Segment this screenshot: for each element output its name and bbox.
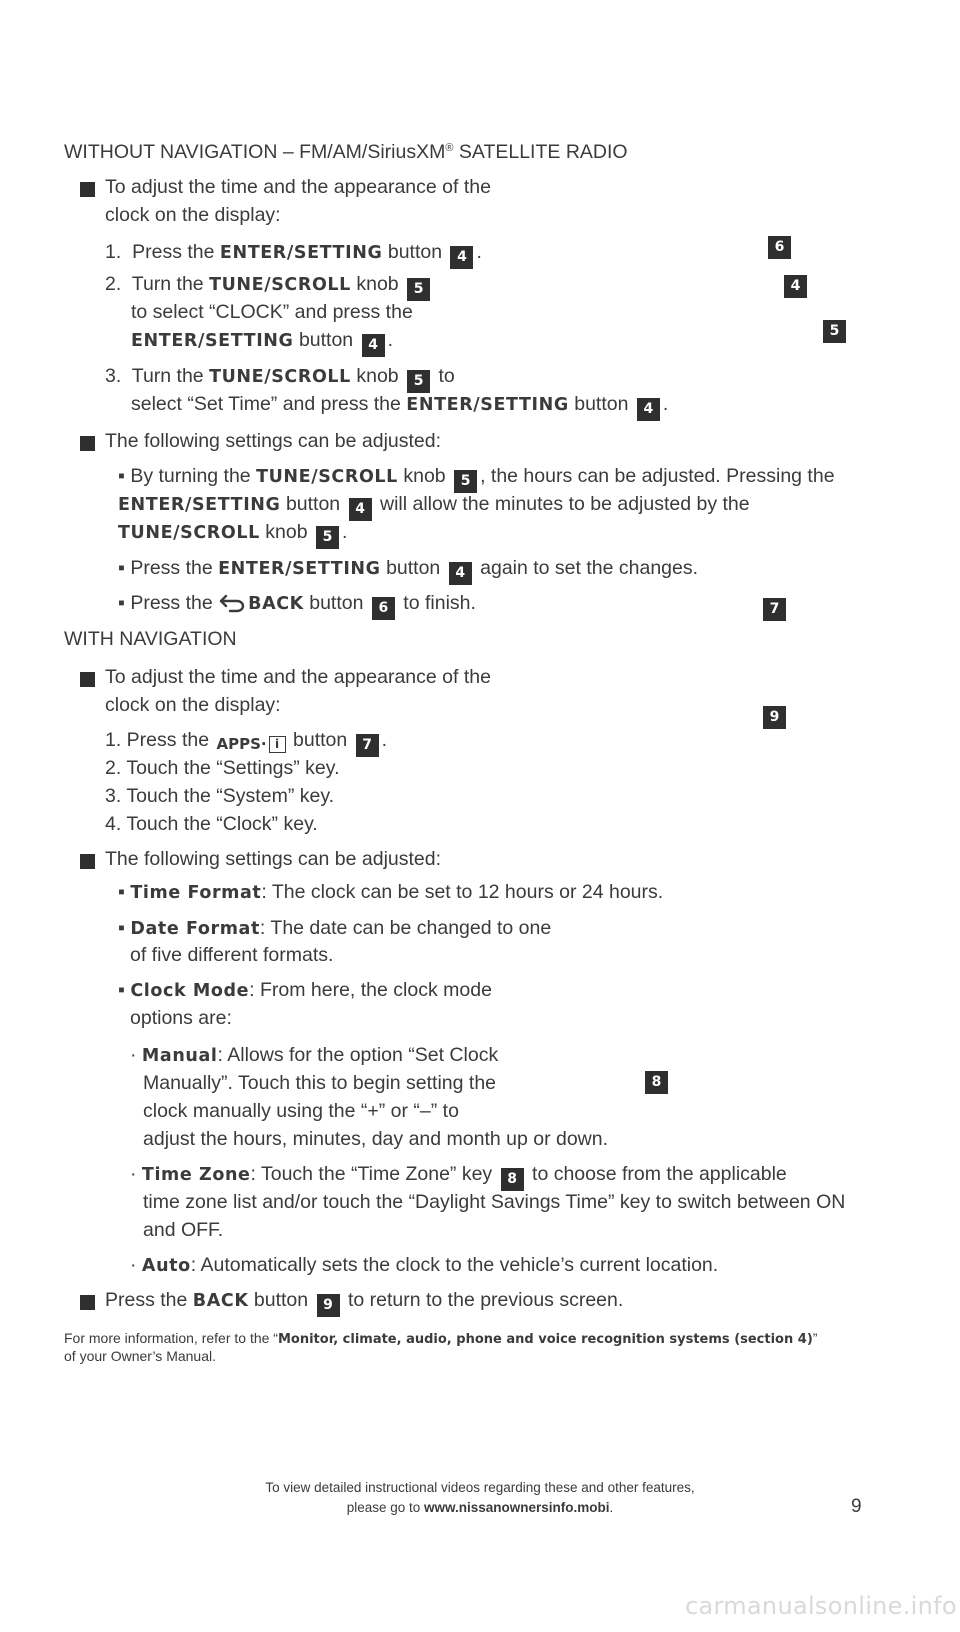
- enter-setting-label: ENTER/SETTING: [218, 559, 381, 579]
- time-zone-label: Time Zone: [141, 1165, 251, 1185]
- clock-mode-label: Clock Mode: [130, 981, 250, 1001]
- step-text: button: [253, 1289, 309, 1311]
- step-text: to return to the previous screen.: [347, 1289, 624, 1311]
- bullet-mark: ▪: [118, 979, 125, 1001]
- nav-step-3: 3. Touch the “System” key.: [105, 785, 335, 807]
- footer-text: [230, 1478, 730, 1518]
- date-format-line-2: of five different formats.: [130, 944, 334, 966]
- callout-badge: 6: [372, 597, 395, 620]
- punctuation: .: [609, 1500, 614, 1515]
- clock-mode-line-2: options are:: [130, 1007, 232, 1029]
- callout-badge: 4: [362, 334, 385, 357]
- nav-step-1: [105, 728, 387, 757]
- step-number: 2.: [105, 273, 122, 295]
- punctuation: .: [341, 521, 348, 543]
- manual-line-2: Manually”. Touch this to begin setting the: [143, 1072, 497, 1094]
- enter-setting-label: ENTER/SETTING: [219, 243, 383, 263]
- bullet-1: [118, 464, 835, 493]
- intro-text: clock on the display:: [105, 694, 281, 716]
- bullet-text: will allow the minutes to be adjusted by the: [380, 493, 750, 515]
- item-text: : Allows for the option “Set Clock: [217, 1044, 499, 1066]
- square-bullet-icon: [80, 672, 95, 687]
- callout-badge: 8: [501, 1168, 524, 1191]
- auto-label: Auto: [141, 1256, 191, 1276]
- date-format-item: [118, 916, 551, 941]
- figure-callout-badge: 6: [768, 236, 791, 259]
- bullet-text: , the hours can be adjusted. Pressing the: [480, 465, 835, 487]
- time-zone-line-2: time zone list and/or touch the “Daylight Savings Time” key to switch between ON: [143, 1191, 846, 1213]
- heading-text: WITHOUT NAVIGATION – FM/AM/SiriusXM: [64, 141, 446, 163]
- item-text: : The date can be changed to one: [259, 917, 552, 939]
- punctuation: .: [476, 241, 482, 263]
- manual-label: Manual: [141, 1046, 218, 1066]
- bullet-text: ▪ Press the: [118, 592, 213, 614]
- bullet-1-line-3: [118, 520, 347, 549]
- bullet-mark: ▪: [118, 881, 125, 903]
- back-instruction: [105, 1288, 623, 1317]
- bullet-mark: ▪: [118, 917, 125, 939]
- nav-step-4: 4. Touch the “Clock” key.: [105, 813, 318, 835]
- time-zone-line-3: and OFF.: [143, 1219, 224, 1241]
- bullet-text: ▪ By turning the: [118, 465, 251, 487]
- figure-callout-badge: 5: [823, 320, 846, 343]
- bullet-text: button: [309, 592, 364, 614]
- enter-setting-label: ENTER/SETTING: [406, 395, 569, 415]
- step-text: button: [293, 729, 348, 751]
- callout-badge: 5: [454, 470, 477, 493]
- punctuation: .: [387, 329, 393, 351]
- bullet-2: [118, 556, 698, 585]
- bullet-text: again to set the changes.: [480, 557, 699, 579]
- apps-label: APPS·: [216, 735, 267, 753]
- step-number: 3.: [105, 365, 122, 387]
- callout-badge: 5: [407, 278, 430, 301]
- step-text: knob: [356, 273, 399, 295]
- callout-badge: 5: [316, 526, 339, 549]
- figure-callout-badge: 8: [645, 1071, 668, 1094]
- time-zone-option: [130, 1162, 787, 1191]
- back-label: BACK: [248, 594, 304, 614]
- tune-scroll-label: TUNE/SCROLL: [256, 467, 398, 487]
- item-text: to choose from the applicable: [532, 1163, 787, 1185]
- step-text: 1. Press the: [105, 729, 210, 751]
- footer-url-link[interactable]: www.nissanownersinfo.mobi: [424, 1500, 610, 1515]
- footnote-text: For more information, refer to the “: [64, 1330, 278, 1346]
- registered-mark: ®: [445, 142, 454, 154]
- sub-bullet-mark: ·: [130, 1254, 137, 1276]
- square-bullet-icon: [80, 1295, 95, 1310]
- callout-badge: 4: [637, 398, 660, 421]
- intro-text: To adjust the time and the appearance of the: [105, 176, 491, 198]
- square-bullet-icon: [80, 854, 95, 869]
- callout-badge: 9: [317, 1294, 340, 1317]
- step-text: button: [574, 393, 629, 415]
- date-format-label: Date Format: [130, 919, 260, 939]
- settings-intro: The following settings can be adjusted:: [105, 430, 442, 452]
- time-format-label: Time Format: [130, 883, 262, 903]
- nav-step-2: 2. Touch the “Settings” key.: [105, 757, 340, 779]
- punctuation: .: [662, 393, 669, 415]
- bullet-text: button: [386, 557, 441, 579]
- sub-bullet-mark: ·: [130, 1044, 137, 1066]
- intro-text: To adjust the time and the appearance of the: [105, 666, 491, 688]
- square-bullet-icon: [80, 436, 95, 451]
- footnote-text: ”: [812, 1330, 818, 1346]
- footnote-section-reference: Monitor, climate, audio, phone and voice recognition systems (section 4): [277, 1332, 813, 1347]
- figure-callout-badge: 9: [763, 706, 786, 729]
- auto-option: [130, 1253, 718, 1278]
- section-heading-without-navigation: [64, 136, 628, 164]
- footnote-line-2: of your Owner’s Manual.: [64, 1348, 216, 1364]
- step-text: select “Set Time” and press the: [131, 393, 401, 415]
- step-text: Press the: [105, 1289, 188, 1311]
- item-text: : The clock can be set to 12 hours or 24 hours.: [261, 881, 664, 903]
- callout-badge: 7: [356, 734, 379, 757]
- heading-text-suffix: SATELLITE RADIO: [453, 141, 628, 163]
- step-3: [105, 364, 455, 393]
- callout-badge: 4: [449, 562, 472, 585]
- punctuation: .: [381, 729, 388, 751]
- sub-bullet-mark: ·: [130, 1163, 137, 1185]
- figure-callout-badge: 7: [763, 598, 786, 621]
- step-3-line-2: [131, 392, 668, 421]
- time-format-item: [118, 880, 663, 905]
- bullet-text: knob: [265, 521, 308, 543]
- figure-callout-badge: 4: [784, 275, 807, 298]
- enter-setting-label: ENTER/SETTING: [131, 331, 294, 351]
- intro-text: clock on the display:: [105, 204, 281, 226]
- settings-intro: The following settings can be adjusted:: [105, 848, 442, 870]
- step-2: [105, 272, 433, 301]
- step-text: button: [387, 241, 443, 263]
- step-1: [105, 240, 482, 269]
- back-label: BACK: [192, 1291, 249, 1311]
- manual-line-3: clock manually using the “+” or “–” to: [143, 1100, 459, 1122]
- item-text: : From here, the clock mode: [249, 979, 492, 1001]
- bullet-text: button: [285, 493, 341, 515]
- step-text: to: [438, 365, 455, 387]
- step-text: button: [298, 329, 354, 351]
- item-text: : Touch the “Time Zone” key: [250, 1163, 493, 1185]
- info-icon: i: [269, 736, 286, 753]
- callout-badge: 5: [407, 370, 430, 393]
- step-text: Turn the: [131, 273, 204, 295]
- back-arrow-icon: [218, 591, 248, 613]
- page-number: 9: [851, 1496, 862, 1517]
- callout-badge: 4: [349, 498, 372, 521]
- step-number: 1.: [105, 241, 122, 263]
- manual-option: [130, 1043, 498, 1068]
- clock-mode-item: [118, 978, 492, 1003]
- bullet-text: to finish.: [403, 592, 476, 614]
- step-2-line-3: [131, 328, 393, 357]
- bullet-1-line-2: [118, 492, 750, 521]
- tune-scroll-label: TUNE/SCROLL: [118, 523, 260, 543]
- item-text: : Automatically sets the clock to the vehicle’s current location.: [190, 1254, 719, 1276]
- step-2-line-2: to select “CLOCK” and press the: [131, 301, 413, 323]
- tune-scroll-label: TUNE/SCROLL: [209, 367, 351, 387]
- square-bullet-icon: [80, 182, 95, 197]
- watermark: carmanualsonline.info: [685, 1592, 957, 1620]
- step-text: Press the: [132, 241, 215, 263]
- bullet-text: ▪ Press the: [118, 557, 213, 579]
- apps-info-button-icon: [216, 732, 285, 756]
- section-heading-with-navigation: WITH NAVIGATION: [64, 628, 237, 650]
- bullet-3: [118, 591, 476, 620]
- step-text: knob: [356, 365, 399, 387]
- enter-setting-label: ENTER/SETTING: [118, 495, 281, 515]
- footer-line-2: [230, 1498, 730, 1518]
- callout-badge: 4: [450, 246, 473, 269]
- footer-line-1: To view detailed instructional videos regarding these and other features,: [265, 1480, 695, 1495]
- manual-line-4: adjust the hours, minutes, day and month up or down.: [143, 1128, 609, 1150]
- step-text: Turn the: [131, 365, 204, 387]
- tune-scroll-label: TUNE/SCROLL: [209, 275, 351, 295]
- bullet-text: knob: [403, 465, 446, 487]
- footer-text-prefix: please go to: [346, 1500, 424, 1515]
